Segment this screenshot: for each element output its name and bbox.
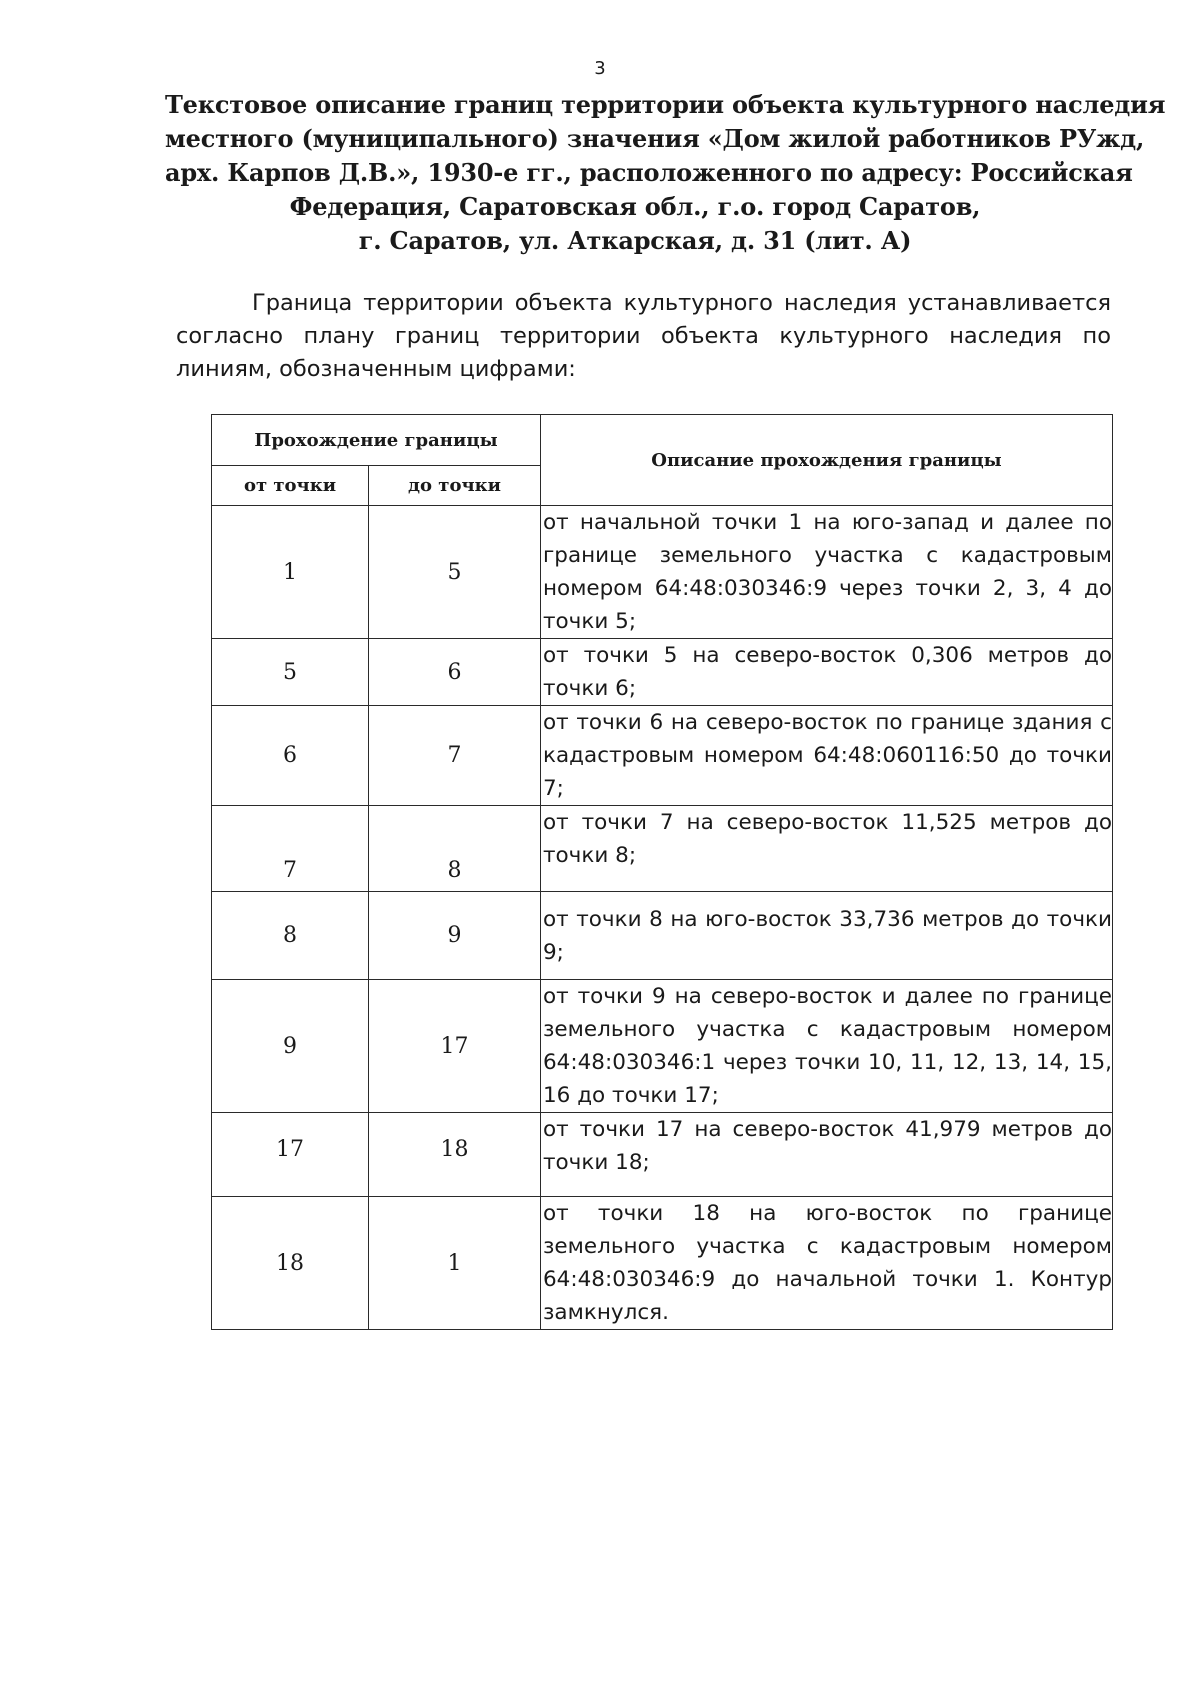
header-description: Описание прохождения границы [541,415,1113,506]
page-number: 3 [594,58,606,79]
from-point-cell: 17 [212,1113,369,1197]
from-point-cell: 8 [212,892,369,980]
header-boundary-passage: Прохождение границы [212,415,541,466]
description-cell: от точки 18 на юго-восток по границе земельного участка с кадастровым номером 64:48:030346:9 до начальной точки 1. Контур замкнулся. [541,1197,1113,1330]
title-line: местного (муниципального) значения «Дом жилой работников РУжд, [165,124,1145,153]
to-point-cell: 1 [369,1197,541,1330]
table-row [212,892,1113,980]
title-line: Федерация, Саратовская обл., г.о. город Саратов, [289,192,981,221]
boundary-table [211,414,1113,1330]
title-line: арх. Карпов Д.В.», 1930-е гг., расположенного по адресу: Российская [165,158,1133,187]
header-to-point: до точки [369,466,541,506]
table-row [212,506,1113,639]
title-line: Текстовое описание границ территории объекта культурного наследия [165,90,1166,119]
table-row [212,980,1113,1113]
title-line: г. Саратов, ул. Аткарская, д. 31 (лит. А) [358,226,912,255]
intro-paragraph [176,287,1111,386]
table-row [212,639,1113,706]
to-point-cell: 7 [369,706,541,806]
from-point-cell: 5 [212,639,369,706]
intro-text: Граница территории объекта культурного наследия устанавливается согласно плану границ территории объекта культурного наследия по линиям, обозначенным цифрами: [176,290,1111,382]
to-point-cell: 9 [369,892,541,980]
table-row [212,706,1113,806]
header-from-point: от точки [212,466,369,506]
to-point-cell: 5 [369,506,541,639]
from-point-cell: 18 [212,1197,369,1330]
table-row [212,806,1113,892]
description-cell: от точки 9 на северо-восток и далее по границе земельного участка с кадастровым номером 64:48:030346:1 через точки 10, 11, 12, 13, 14, 15, 16 до точки 17; [541,980,1113,1113]
description-cell: от начальной точки 1 на юго-запад и далее по границе земельного участка с кадастровым номером 64:48:030346:9 через точки 2, 3, 4 до точки 5; [541,506,1113,639]
table-row [212,1197,1113,1330]
document-title [165,88,1166,258]
table-row [212,1113,1113,1197]
description-cell: от точки 5 на северо-восток 0,306 метров до точки 6; [541,639,1113,706]
description-cell: от точки 8 на юго-восток 33,736 метров до точки 9; [541,892,1113,980]
from-point-cell: 1 [212,506,369,639]
from-point-cell: 9 [212,980,369,1113]
to-point-cell: 18 [369,1113,541,1197]
to-point-cell: 8 [369,806,541,892]
to-point-cell: 6 [369,639,541,706]
from-point-cell: 6 [212,706,369,806]
description-cell: от точки 7 на северо-восток 11,525 метров до точки 8; [541,806,1113,892]
from-point-cell: 7 [212,806,369,892]
description-cell: от точки 6 на северо-восток по границе здания с кадастровым номером 64:48:060116:50 до точки 7; [541,706,1113,806]
to-point-cell: 17 [369,980,541,1113]
description-cell: от точки 17 на северо-восток 41,979 метров до точки 18; [541,1113,1113,1197]
